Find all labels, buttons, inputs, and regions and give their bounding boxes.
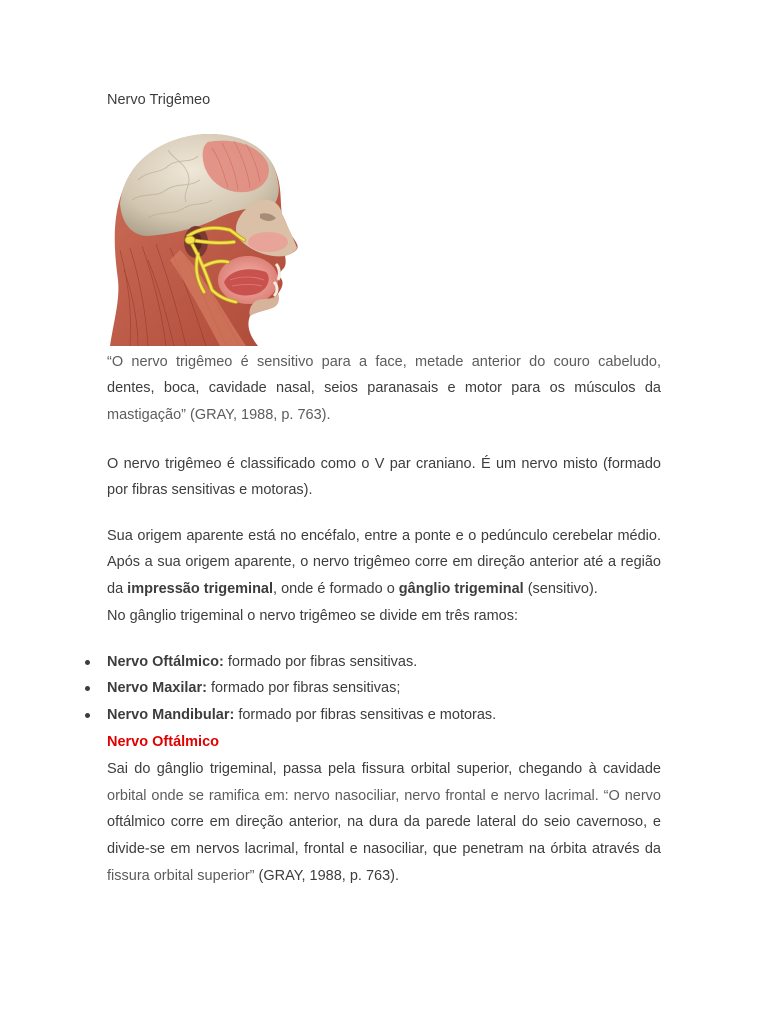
branch-description: formado por fibras sensitivas; — [210, 680, 401, 697]
branch-name: Nervo Maxilar: — [107, 680, 207, 697]
paragraph-line: Sua origem aparente está no encéfalo, entre a ponte e o pedúnculo cerebelar médio. — [107, 527, 661, 544]
head-anatomy-illustration — [108, 130, 298, 346]
origin-line-3 — [107, 576, 661, 603]
paragraph-line: mastigação” (GRAY, 1988, p. 763). — [107, 407, 331, 424]
bullet-icon — [85, 713, 90, 718]
quote-end: fissura orbital superior” — [107, 867, 255, 884]
branch-item-ophthalmic — [107, 649, 661, 676]
paragraph-line: divide-se em nervos lacrimal, frontal e nasociliar, que penetram na órbita através da — [107, 841, 661, 858]
document-body — [107, 87, 661, 890]
gray-quote-paragraph — [107, 349, 661, 429]
document-title: Nervo Trigêmeo — [107, 92, 211, 108]
paragraph-line: orbital onde se ramifica em: nervo nasociliar, nervo frontal e nervo lacrimal. “O nervo — [107, 787, 661, 804]
ophthalmic-paragraph — [107, 756, 661, 890]
origin-line-3-tail: (sensitivo). — [527, 581, 598, 598]
paragraph-line: “O nervo trigêmeo é sensitivo para a face, metade anterior do couro cabeludo, — [107, 353, 661, 370]
term-impressao-trigeminal: impressão trigeminal — [127, 581, 274, 598]
origin-paragraph — [107, 523, 661, 630]
bullet-icon — [85, 686, 90, 691]
branch-name: Nervo Oftálmico: — [107, 653, 224, 670]
branch-item-mandibular — [107, 702, 661, 729]
origin-line-3-lead: da — [107, 581, 124, 598]
section-heading-ophthalmic: Nervo Oftálmico — [107, 733, 219, 750]
branch-description: formado por fibras sensitivas e motoras. — [238, 707, 497, 724]
paragraph-line: Sai do gânglio trigeminal, passa pela fissura orbital superior, chegando à cavidade — [107, 760, 661, 777]
origin-line-3-middle: , onde é formado o — [273, 581, 395, 598]
paragraph-line: por fibras sensitivas e motoras). — [107, 482, 313, 499]
paragraph-line: O nervo trigêmeo é classificado como o V par craniano. É um nervo misto (formado — [107, 455, 661, 472]
bullet-icon — [85, 660, 90, 665]
classification-paragraph — [107, 451, 661, 505]
branch-list — [107, 649, 661, 729]
term-ganglio-trigeminal: gânglio trigeminal — [398, 581, 524, 598]
branch-description: formado por fibras sensitivas. — [227, 653, 418, 670]
ophthalmic-last-line — [107, 863, 661, 890]
paragraph-line: No gânglio trigeminal o nervo trigêmeo se divide em três ramos: — [107, 607, 519, 624]
head-anatomy-drawing — [108, 130, 298, 346]
paragraph-line: Após a sua origem aparente, o nervo trigêmeo corre em direção anterior até a região — [107, 554, 661, 571]
citation: (GRAY, 1988, p. 763). — [258, 867, 400, 884]
paragraph-line: dentes, boca, cavidade nasal, seios paranasais e motor para os músculos da — [107, 380, 661, 397]
branch-item-maxillary — [107, 675, 661, 702]
paragraph-line: oftálmico corre em direção anterior, na dura da parede lateral do seio cavernoso, e — [107, 814, 661, 831]
branch-name: Nervo Mandibular: — [107, 707, 235, 724]
